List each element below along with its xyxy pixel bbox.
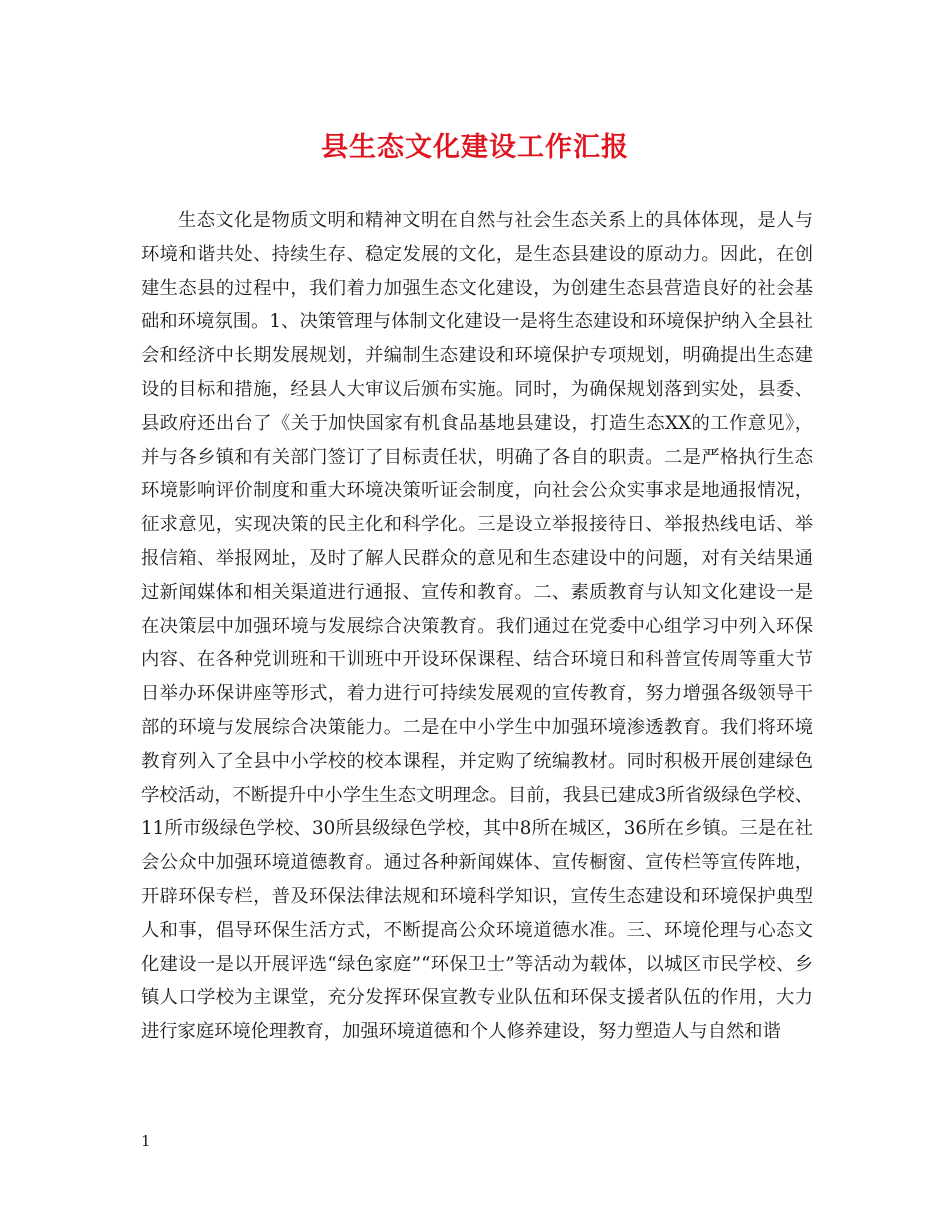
document-body-paragraph: 生态文化是物质文明和精神文明在自然与社会生态关系上的具体体现，是人与环境和谐共处、持续生存、稳定发展的文化，是生态县建设的原动力。因此，在创建生态县的过程中，我们着力加强生态文化建设，为创建生态县营造良好的社会基础和环境氛围。1、决策管理与体制文化建设一是将生态建设和环境保护纳入全县社会和经济中长期发展规划，并编制生态建设和环境保护专项规划，明确提出生态建设的目标和措施，经县人大审议后颁布实施。同时，为确保规划落到实处，县委、县政府还出台了《关于加快国家有机食品基地县建设，打造生态XX的工作意见》，并与各乡镇和有关部门签订了目标责任状，明确了各自的职责。二是严格执行生态环境影响评价制度和重大环境决策听证会制度，向社会公众实事求是地通报情况，征求意见，实现决策的民主化和科学化。三是设立举报接待日、举报热线电话、举报信箱、举报网址，及时了解人民群众的意见和生态建设中的问题，对有关结果通过新闻媒体和相关渠道进行通报、宣传和教育。二、素质教育与认知文化建设一是在决策层中加强环境与发展综合决策教育。我们通过在党委中心组学习中列入环保内容、在各种党训班和干训班中开设环保课程、结合环境日和科普宣传周等重大节日举办环保讲座等形式，着力进行可持续发展观的宣传教育，努力增强各级领导干部的环境与发展综合决策能力。二是在中小学生中加强环境渗透教育。我们将环境教育列入了全县中小学校的校本课程，并定购了统编教材。同时积极开展创建绿色学校活动，不断提升中小学生生态文明理念。目前，我县已建成3所省级绿色学校、11所市级绿色学校、30所县级绿色学校，其中8所在城区，36所在乡镇。三是在社会公众中加强环境道德教育。通过各种新闻媒体、宣传橱窗、宣传栏等宣传阵地，开辟环保专栏，普及环保法律法规和环境科学知识，宣传生态建设和环境保护典型人和事，倡导环保生活方式，不断提高公众环境道德水准。三、环境伦理与心态文化建设一是以开展评选“绿色家庭”“环保卫士”等活动为载体，以城区市民学校、乡镇人口学校为主课堂，充分发挥环保宣教专业队伍和环保支援者队伍的作用，大力进行家庭环境伦理教育，加强环境道德和个人修养建设，努力塑造人与自然和谐 [141, 210, 813, 1043]
page-number: 1 [141, 1132, 151, 1150]
document-title: 县生态文化建设工作汇报 [321, 132, 629, 163]
